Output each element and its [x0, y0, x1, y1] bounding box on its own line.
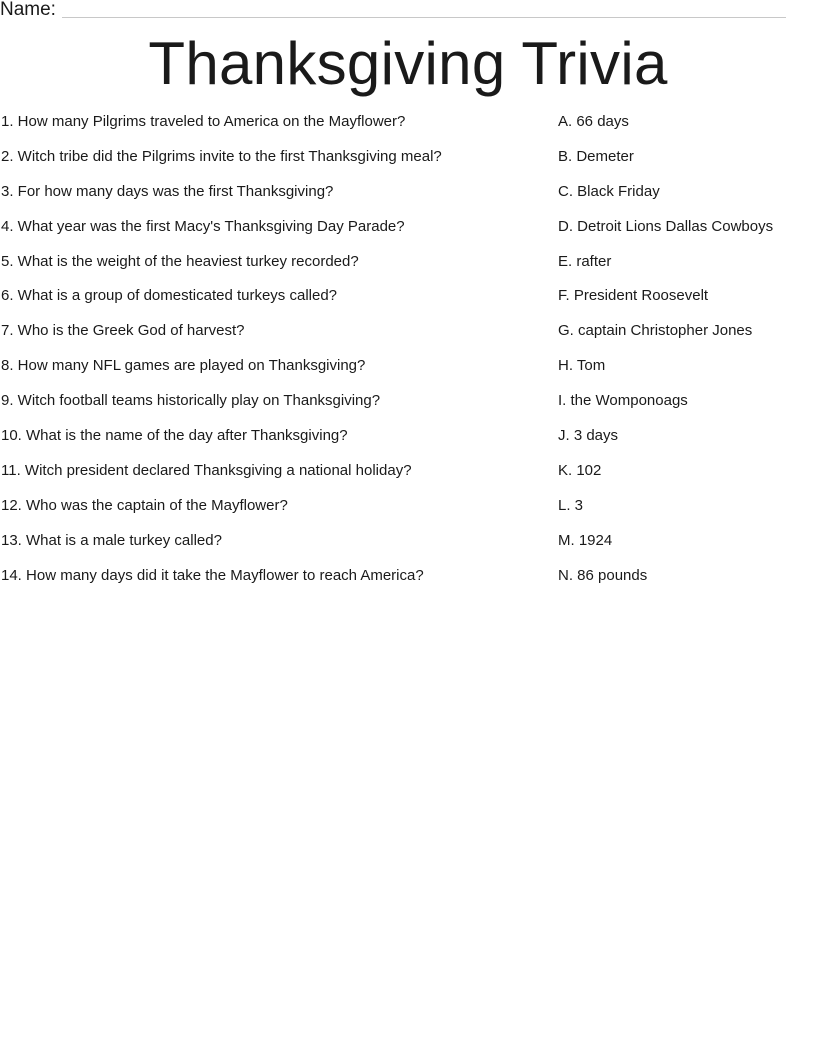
answer-item: L. 3: [558, 496, 584, 514]
question-item: 14. How many days did it take the Mayflower to reach America?: [1, 566, 424, 584]
question-item: 7. Who is the Greek God of harvest?: [1, 322, 245, 340]
question-item: 1. How many Pilgrims traveled to America on the Mayflower?: [1, 113, 406, 130]
question-item: 2. Witch tribe did the Pilgrims invite to the first Thanksgiving meal?: [1, 147, 442, 165]
answer-item: I. the Womponoags: [558, 392, 688, 410]
answer-item: D. Detroit Lions Dallas Cowboys: [558, 217, 774, 235]
question-item: 11. Witch president declared Thanksgiving a national holiday?: [1, 461, 412, 479]
answer-item: A. 66 days: [558, 113, 629, 130]
answer-item: K. 102: [558, 461, 602, 479]
question-item: 4. What year was the first Macy's Thanksgiving Day Parade?: [1, 217, 405, 235]
answer-list: [558, 112, 814, 600]
answer-item: F. President Roosevelt: [558, 287, 709, 305]
question-item: 13. What is a male turkey called?: [1, 531, 222, 549]
question-item: 9. Witch football teams historically play on Thanksgiving?: [1, 392, 381, 410]
question-item: 12. Who was the captain of the Mayflower?: [1, 496, 288, 514]
answer-item: N. 86 pounds: [558, 566, 648, 584]
page-title: Thanksgiving Trivia: [148, 30, 668, 97]
name-blank-line[interactable]: [62, 17, 786, 18]
question-item: 6. What is a group of domesticated turkeys called?: [1, 287, 338, 305]
name-row: [0, 0, 786, 20]
answer-item: H. Tom: [558, 357, 606, 375]
question-item: 3. For how many days was the first Thanksgiving?: [1, 182, 334, 200]
name-label: Name:: [0, 0, 56, 20]
question-list: [1, 112, 541, 600]
question-item: 5. What is the weight of the heaviest turkey recorded?: [1, 252, 359, 270]
answer-item: J. 3 days: [558, 427, 619, 445]
answer-item: C. Black Friday: [558, 182, 660, 200]
answer-item: E. rafter: [558, 252, 612, 270]
answer-item: G. captain Christopher Jones: [558, 322, 753, 340]
answer-item: M. 1924: [558, 531, 613, 549]
answer-item: B. Demeter: [558, 147, 634, 165]
question-item: 10. What is the name of the day after Thanksgiving?: [1, 427, 348, 445]
question-item: 8. How many NFL games are played on Thanksgiving?: [1, 357, 366, 375]
